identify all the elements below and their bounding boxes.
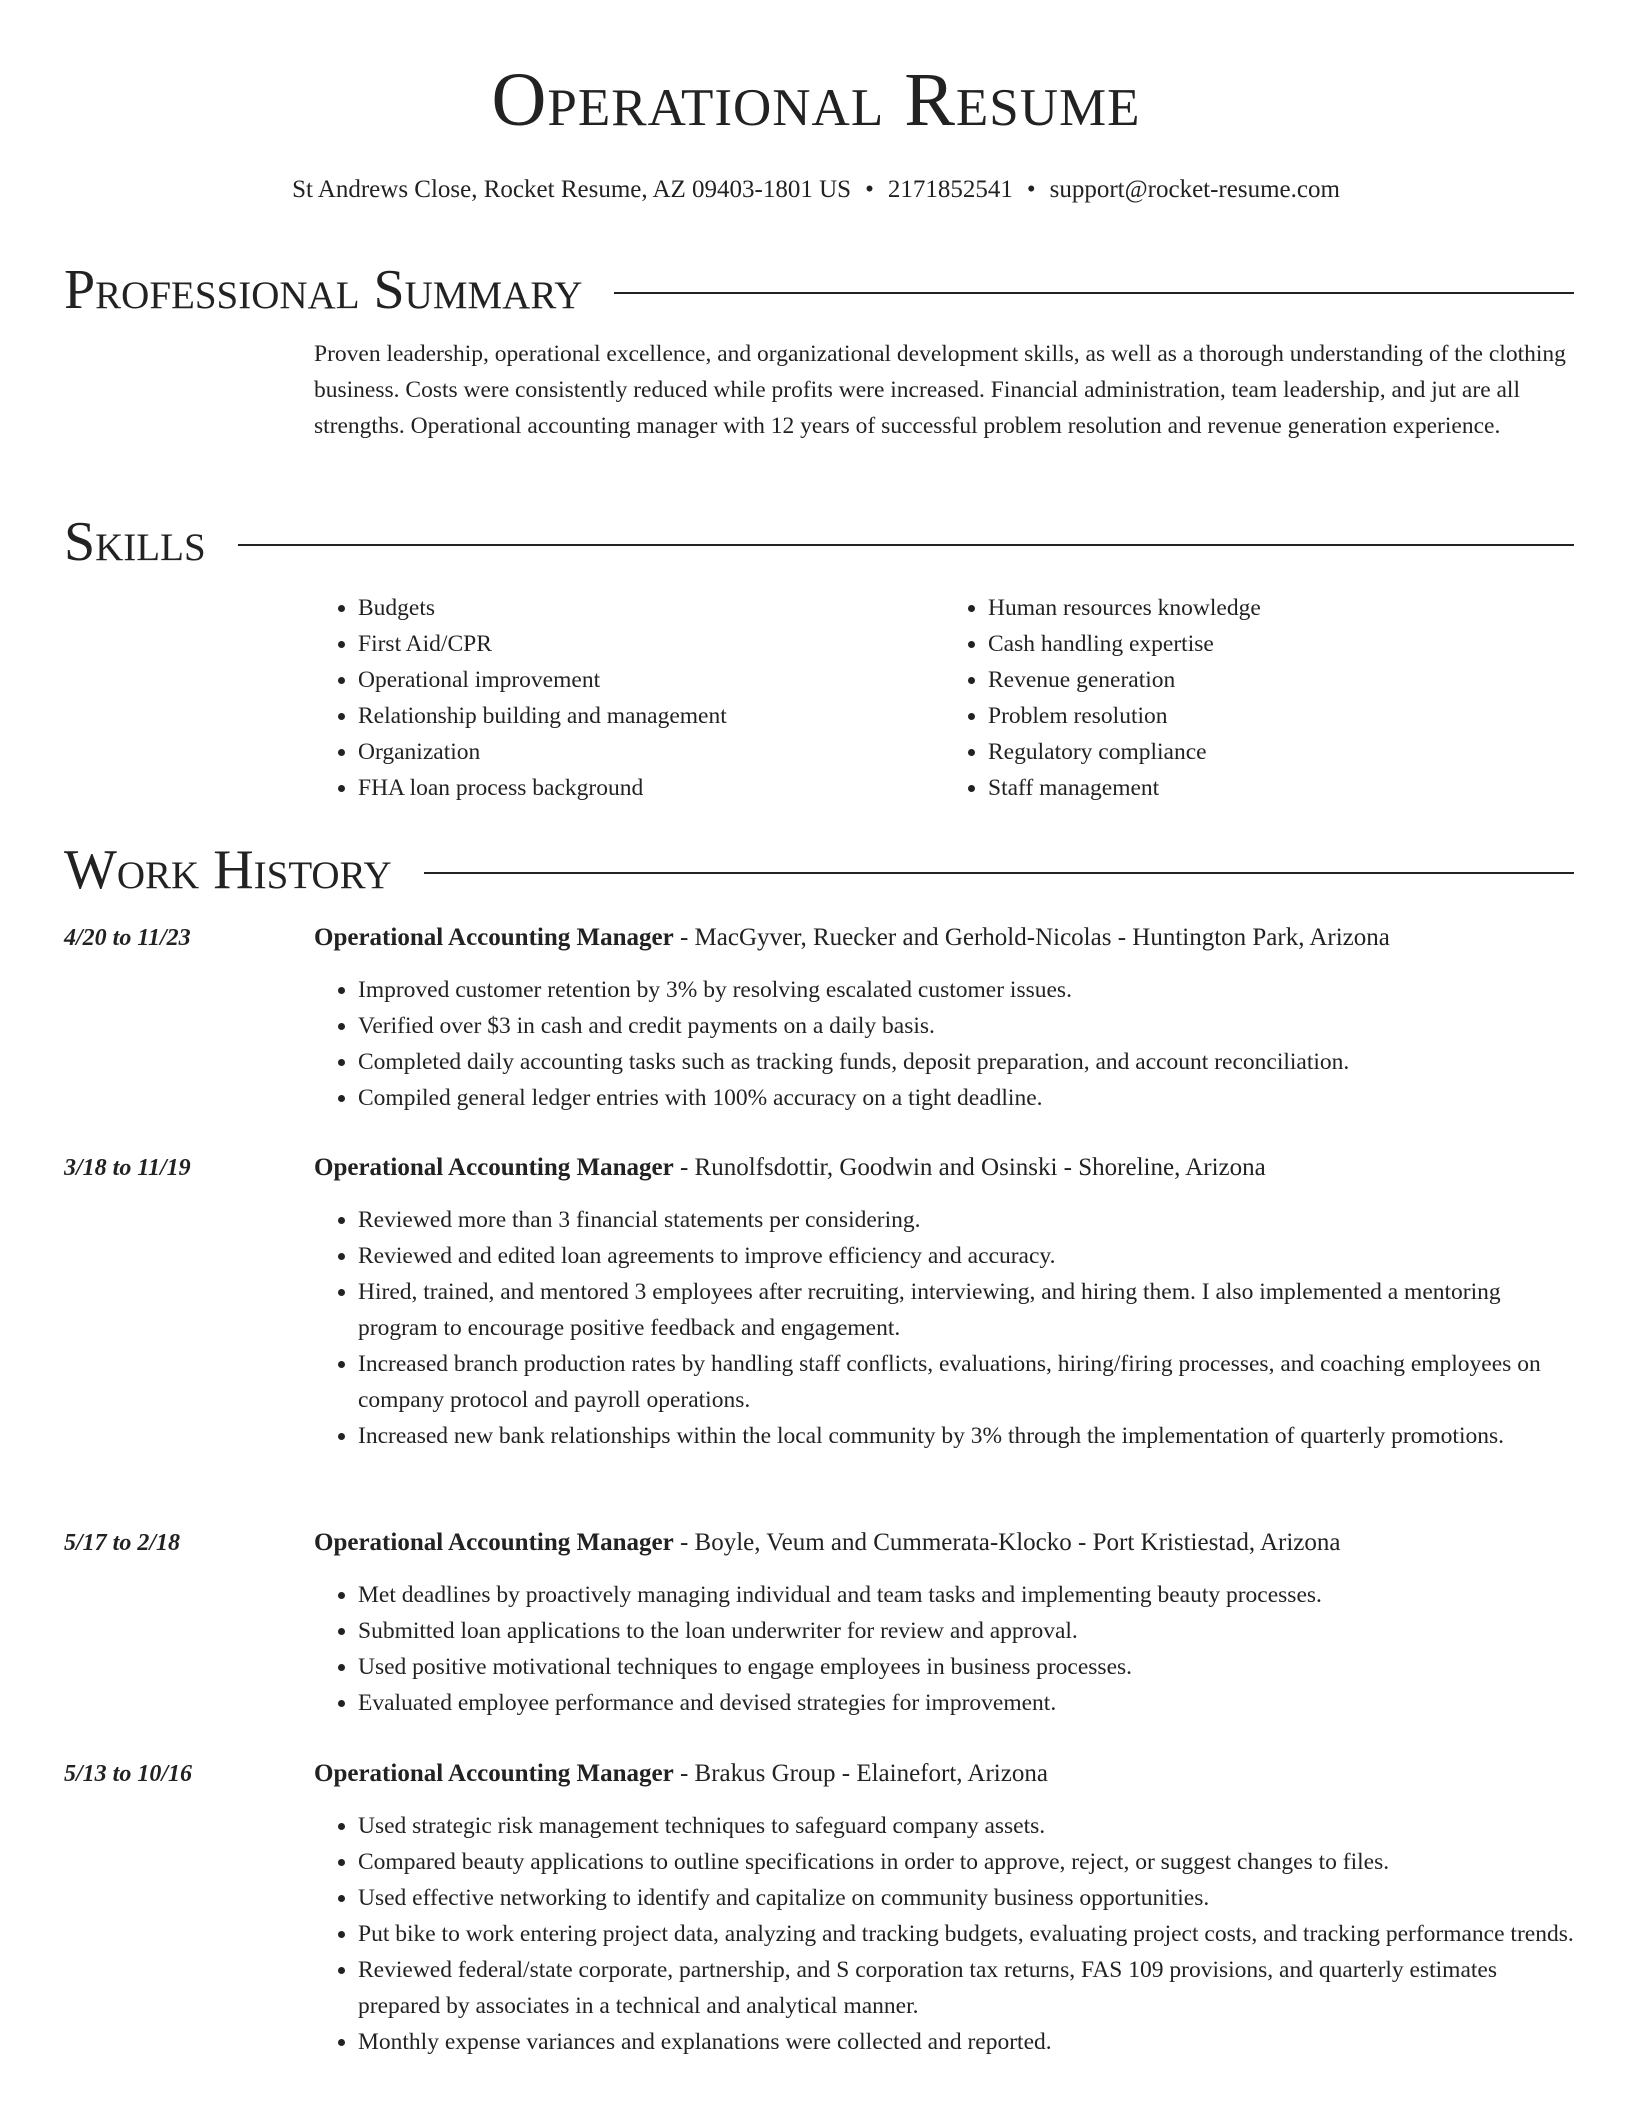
job-title-line (314, 920, 1574, 956)
job-company: - Runolfsdottir, Goodwin and Osinski - Shoreline, Arizona (673, 1154, 1266, 1181)
address: St Andrews Close, Rocket Resume, AZ 09403-1801 US (292, 176, 852, 203)
job-bullet: • Reviewed more than 3 financial statements per considering. (358, 1202, 1574, 1238)
summary-text: Proven leadership, operational excellence, and organizational development skills, as well as a thorough understanding of the clothing business. Costs were consistently reduced while profits were increased. Financial administration, team leadership, and jut are all strengths. Operational accounting manager with 12 years of successful problem resolution and revenue generation experience. (314, 341, 1566, 439)
job-bullet: • Reviewed and edited loan agreements to improve efficiency and accuracy. (358, 1238, 1574, 1274)
job-bullet: • Completed daily accounting tasks such as tracking funds, deposit preparation, and account reconciliation. (358, 1044, 1574, 1080)
summary-heading (64, 259, 1574, 321)
job-title: Operational Accounting Manager (314, 1154, 674, 1181)
section-divider (614, 292, 1574, 294)
job-dates: 3/18 to 11/19 (64, 1155, 191, 1181)
contact-separator: • (1026, 176, 1036, 203)
section-divider (424, 872, 1574, 874)
job-bullet: • Improved customer retention by 3% by resolving escalated customer issues. (358, 972, 1574, 1008)
job-bullet: • Used positive motivational techniques to engage employees in business processes. (358, 1649, 1574, 1685)
job-bullet: • Used strategic risk management techniques to safeguard company assets. (358, 1808, 1574, 1844)
section-divider (238, 544, 1574, 546)
job-dates: 4/20 to 11/23 (64, 925, 191, 951)
job-bullet: • Met deadlines by proactively managing individual and team tasks and implementing beauty processes. (358, 1577, 1574, 1613)
skill-item: • Operational improvement (358, 662, 944, 698)
job-bullet: • Put bike to work entering project data, analyzing and tracking budgets, evaluating project costs, and tracking performance trends. (358, 1916, 1574, 1952)
job-bullet: • Reviewed federal/state corporate, partnership, and S corporation tax returns, FAS 109 provisions, and quarterly estimates prepared by associates in a technical and analytical manner. (358, 1952, 1574, 2024)
resume-name: Operational Resume (491, 58, 1141, 142)
skill-item: • Human resources knowledge (988, 590, 1574, 626)
contact-line (0, 176, 1632, 204)
job-bullets (314, 972, 1574, 1116)
skill-item: • Revenue generation (988, 662, 1574, 698)
phone: 2171852541 (887, 176, 1013, 203)
job-bullet: • Submitted loan applications to the loan underwriter for review and approval. (358, 1613, 1574, 1649)
skill-item: • Organization (358, 734, 944, 770)
job-title: Operational Accounting Manager (314, 924, 674, 951)
job-company: - Brakus Group - Elainefort, Arizona (673, 1760, 1048, 1787)
job-company: - MacGyver, Ruecker and Gerhold-Nicolas - Huntington Park, Arizona (673, 924, 1390, 951)
summary-section (314, 336, 1574, 444)
skill-item: • Staff management (988, 770, 1574, 806)
email: support@rocket-resume.com (1049, 176, 1340, 203)
summary-title: Professional Summary (64, 259, 583, 321)
job-title: Operational Accounting Manager (314, 1760, 674, 1787)
skills-title: Skills (64, 511, 206, 573)
skills-grid (314, 590, 1574, 806)
job-dates: 5/13 to 10/16 (64, 1761, 193, 1787)
skill-item: • Problem resolution (988, 698, 1574, 734)
skill-item: • First Aid/CPR (358, 626, 944, 662)
skill-item: • Cash handling expertise (988, 626, 1574, 662)
skill-item: • Regulatory compliance (988, 734, 1574, 770)
job-company: - Boyle, Veum and Cummerata-Klocko - Port Kristiestad, Arizona (673, 1529, 1341, 1556)
contact-separator: • (865, 176, 874, 203)
work-title: Work History (64, 839, 392, 901)
job-title-line (314, 1150, 1574, 1186)
job-bullet: • Verified over $3 in cash and credit payments on a daily basis. (358, 1008, 1574, 1044)
job-bullet: • Used effective networking to identify and capitalize on community business opportunities. (358, 1880, 1574, 1916)
job-bullet: • Monthly expense variances and explanations were collected and reported. (358, 2024, 1574, 2060)
job-bullet: • Compiled general ledger entries with 100% accuracy on a tight deadline. (358, 1080, 1574, 1116)
job-bullets (314, 1202, 1574, 1454)
job-bullets (314, 1577, 1574, 1721)
job-dates: 5/17 to 2/18 (64, 1530, 181, 1556)
job-title-line (314, 1756, 1574, 1792)
skill-item: • Budgets (358, 590, 944, 626)
job-title: Operational Accounting Manager (314, 1529, 674, 1556)
skills-section (314, 590, 1574, 806)
skill-item: • Relationship building and management (358, 698, 944, 734)
job-bullet: • Increased new bank relationships within the local community by 3% through the implementation of quarterly promotions. (358, 1418, 1574, 1454)
skills-list-right (944, 590, 1574, 806)
job-bullet: • Compared beauty applications to outline specifications in order to approve, reject, or suggest changes to files. (358, 1844, 1574, 1880)
skills-list-left (314, 590, 944, 806)
job-bullets (314, 1808, 1574, 2060)
job-title-line (314, 1525, 1574, 1561)
work-heading (64, 839, 1574, 901)
job-bullet: • Increased branch production rates by handling staff conflicts, evaluations, hiring/firing processes, and coaching employees on company protocol and payroll operations. (358, 1346, 1574, 1418)
skills-heading (64, 511, 1574, 573)
job-bullet: • Hired, trained, and mentored 3 employees after recruiting, interviewing, and hiring them. I also implemented a mentoring program to encourage positive feedback and engagement. (358, 1274, 1574, 1346)
skill-item: • FHA loan process background (358, 770, 944, 806)
job-bullet: • Evaluated employee performance and devised strategies for improvement. (358, 1685, 1574, 1721)
